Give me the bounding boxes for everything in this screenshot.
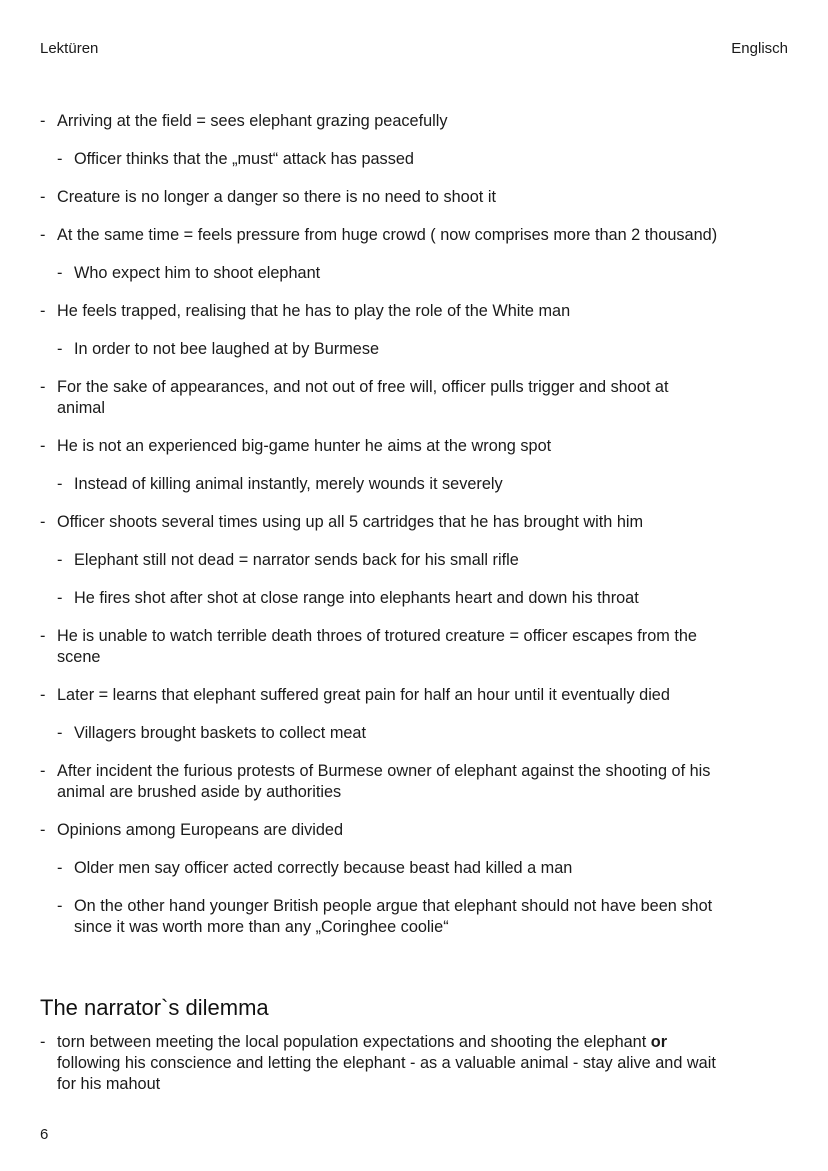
line-text: animal — [57, 399, 105, 417]
list-item — [0, 436, 828, 457]
section-heading: The narrator`s dilemma — [40, 995, 269, 1020]
dash-bullet-icon: - — [40, 302, 46, 320]
dash-bullet-icon: - — [57, 724, 63, 742]
list-item — [0, 187, 828, 208]
dash-bullet-icon: - — [40, 686, 46, 704]
line-text: animal are brushed aside by authorities — [57, 783, 342, 801]
page-number: 6 — [40, 1126, 49, 1143]
line-text: He is not an experienced big-game hunter he aims at the wrong spot — [57, 437, 552, 455]
list-item-line — [74, 263, 828, 284]
list-item-line — [57, 111, 828, 132]
list-item — [0, 685, 828, 706]
list-item — [0, 474, 828, 495]
dash-bullet-icon: - — [40, 627, 46, 645]
list-item — [0, 550, 828, 571]
list-item-line — [57, 225, 828, 246]
list-item-line — [57, 782, 828, 803]
list-item — [0, 377, 828, 419]
line-text: Older men say officer acted correctly because beast had killed a man — [74, 859, 573, 877]
list-item-line — [74, 550, 828, 571]
list-item — [0, 588, 828, 609]
dash-bullet-icon: - — [40, 112, 46, 130]
dash-bullet-icon: - — [40, 188, 46, 206]
dash-bullet-icon: - — [40, 762, 46, 780]
list-item-line — [57, 301, 828, 322]
dash-bullet-icon: - — [57, 150, 63, 168]
list-item-line — [74, 917, 828, 938]
line-text: He feels trapped, realising that he has to play the role of the White man — [57, 302, 571, 320]
line-text: Creature is no longer a danger so there is no need to shoot it — [57, 188, 496, 206]
list-item-line — [57, 685, 828, 706]
list-item — [0, 111, 828, 132]
emphasis-text: or — [650, 1033, 668, 1051]
dash-bullet-icon: - — [57, 475, 63, 493]
header-right: Englisch — [731, 40, 788, 57]
line-text: torn between meeting the local population expectations and shooting the elephant — [57, 1033, 651, 1051]
list-item — [0, 149, 828, 170]
line-text: Elephant still not dead = narrator sends back for his small rifle — [74, 551, 519, 569]
list-item-line — [57, 1074, 828, 1095]
list-item-line — [74, 896, 828, 917]
line-text: He fires shot after shot at close range into elephants heart and down his throat — [74, 589, 639, 607]
line-text: Arriving at the field = sees elephant grazing peacefully — [57, 112, 448, 130]
list-item-line — [74, 723, 828, 744]
list-item — [0, 301, 828, 322]
line-text: He is unable to watch terrible death throes of trotured creature = officer escapes from the — [57, 627, 697, 645]
line-text: Who expect him to shoot elephant — [74, 264, 321, 282]
list-item — [0, 820, 828, 841]
list-item — [0, 858, 828, 879]
list-item-line — [74, 474, 828, 495]
list-item-line — [57, 626, 828, 647]
dash-bullet-icon: - — [40, 513, 46, 531]
line-text: After incident the furious protests of Burmese owner of elephant against the shooting of his — [57, 762, 711, 780]
list-item-line — [57, 377, 828, 398]
line-text: In order to not bee laughed at by Burmese — [74, 340, 380, 358]
list-item-line — [57, 647, 828, 668]
dash-bullet-icon: - — [57, 551, 63, 569]
line-text: scene — [57, 648, 101, 666]
list-item-line — [57, 761, 828, 782]
list-item — [0, 626, 828, 668]
line-text: following his conscience and letting the elephant - as a valuable animal - stay alive and wait — [57, 1054, 716, 1072]
list-item-line — [57, 1053, 828, 1074]
list-item-line — [74, 149, 828, 170]
list-item — [0, 263, 828, 284]
header-left: Lektüren — [40, 40, 99, 57]
dash-bullet-icon: - — [40, 437, 46, 455]
dash-bullet-icon: - — [40, 821, 46, 839]
list-item-line — [57, 1032, 828, 1053]
list-item-line — [74, 339, 828, 360]
list-item — [0, 225, 828, 246]
dash-bullet-icon: - — [57, 897, 63, 915]
dash-bullet-icon: - — [57, 589, 63, 607]
notes-list — [0, 111, 828, 955]
list-item — [0, 896, 828, 938]
line-text: Officer shoots several times using up all 5 cartridges that he has brought with him — [57, 513, 644, 531]
list-item — [0, 1032, 828, 1095]
line-text: Instead of killing animal instantly, merely wounds it severely — [74, 475, 503, 493]
line-text: Villagers brought baskets to collect meat — [74, 724, 367, 742]
line-text: At the same time = feels pressure from huge crowd ( now comprises more than 2 thousand) — [57, 226, 718, 244]
dash-bullet-icon: - — [57, 340, 63, 358]
dilemma-list — [0, 1032, 828, 1112]
line-text: On the other hand younger British people argue that elephant should not have been shot — [74, 897, 713, 915]
list-item — [0, 723, 828, 744]
list-item — [0, 512, 828, 533]
dash-bullet-icon: - — [57, 859, 63, 877]
dash-bullet-icon: - — [40, 226, 46, 244]
list-item-line — [57, 398, 828, 419]
dash-bullet-icon: - — [40, 378, 46, 396]
list-item-line — [74, 858, 828, 879]
list-item — [0, 339, 828, 360]
list-item — [0, 761, 828, 803]
list-item-line — [74, 588, 828, 609]
line-text: Officer thinks that the „must“ attack has passed — [74, 150, 414, 168]
list-item-line — [57, 512, 828, 533]
line-text: for his mahout — [57, 1075, 161, 1093]
list-item-line — [57, 820, 828, 841]
dash-bullet-icon: - — [40, 1033, 46, 1051]
dash-bullet-icon: - — [57, 264, 63, 282]
list-item-line — [57, 187, 828, 208]
list-item-line — [57, 436, 828, 457]
line-text: Later = learns that elephant suffered great pain for half an hour until it eventually died — [57, 686, 670, 704]
line-text: For the sake of appearances, and not out of free will, officer pulls trigger and shoot at — [57, 378, 669, 396]
line-text: Opinions among Europeans are divided — [57, 821, 344, 839]
line-text: since it was worth more than any „Coringhee coolie“ — [74, 918, 449, 936]
